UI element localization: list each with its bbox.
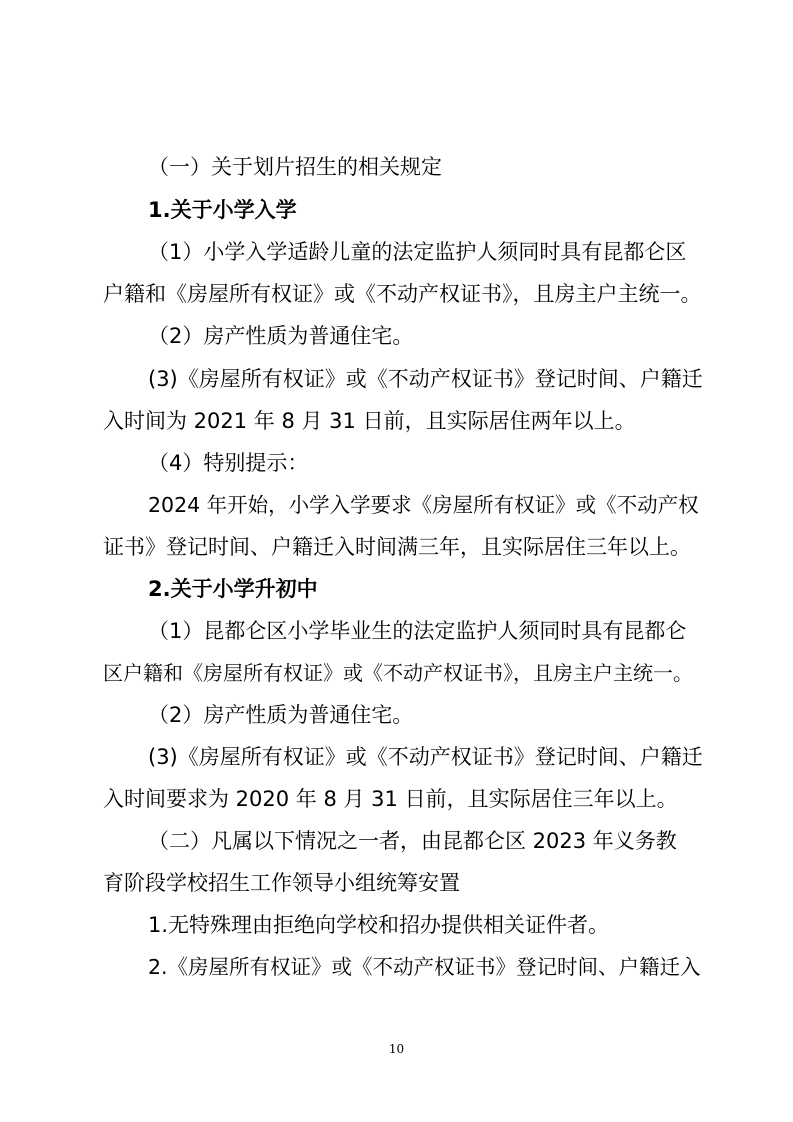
paragraph-line: 区户籍和《房屋所有权证》或《不动产权证书》，且房主户主统一。 <box>103 661 693 685</box>
section-heading-1: （一）关于划片招生的相关规定 <box>148 155 442 179</box>
paragraph-line: 2024 年开始，小学入学要求《房屋所有权证》或《不动产权 <box>148 493 699 517</box>
paragraph-line: 育阶段学校招生工作领导小组统筹安置 <box>103 871 460 895</box>
page-number: 10 <box>388 1042 405 1056</box>
paragraph-line: （2）房产性质为普通住宅。 <box>148 324 414 348</box>
paragraph-line: (3)《房屋所有权证》或《不动产权证书》登记时间、户籍迁 <box>148 745 703 769</box>
paragraph-line: （4）特别提示： <box>148 451 309 475</box>
paragraph-line: (3)《房屋所有权证》或《不动产权证书》登记时间、户籍迁 <box>148 367 703 391</box>
paragraph-line: 户籍和《房屋所有权证》或《不动产权证书》，且房主户主统一。 <box>103 282 702 306</box>
subsection-heading-primary-school: 1.关于小学入学 <box>148 198 297 222</box>
paragraph-line: （1）昆都仑区小学毕业生的法定监护人须同时具有昆都仑 <box>148 619 687 643</box>
subsection-heading-middle-school: 2.关于小学升初中 <box>148 577 318 601</box>
paragraph-line: 证书》登记时间、户籍迁入时间满三年，且实际居住三年以上。 <box>103 535 691 559</box>
section-heading-2: （二）凡属以下情况之一者，由昆都仑区 2023 年义务教 <box>148 829 677 853</box>
paragraph-line: （2）房产性质为普通住宅。 <box>148 703 414 727</box>
paragraph-line: 1.无特殊理由拒绝向学校和招办提供相关证件者。 <box>148 913 610 937</box>
paragraph-line: 入时间为 2021 年 8 月 31 日前，且实际居住两年以上。 <box>103 409 636 433</box>
paragraph-line: （1）小学入学适龄儿童的法定监护人须同时具有昆都仑区 <box>148 240 687 264</box>
paragraph-line: 入时间要求为 2020 年 8 月 31 日前，且实际居住三年以上。 <box>103 787 678 811</box>
paragraph-line: 2.《房屋所有权证》或《不动产权证书》登记时间、户籍迁入 <box>148 955 701 979</box>
